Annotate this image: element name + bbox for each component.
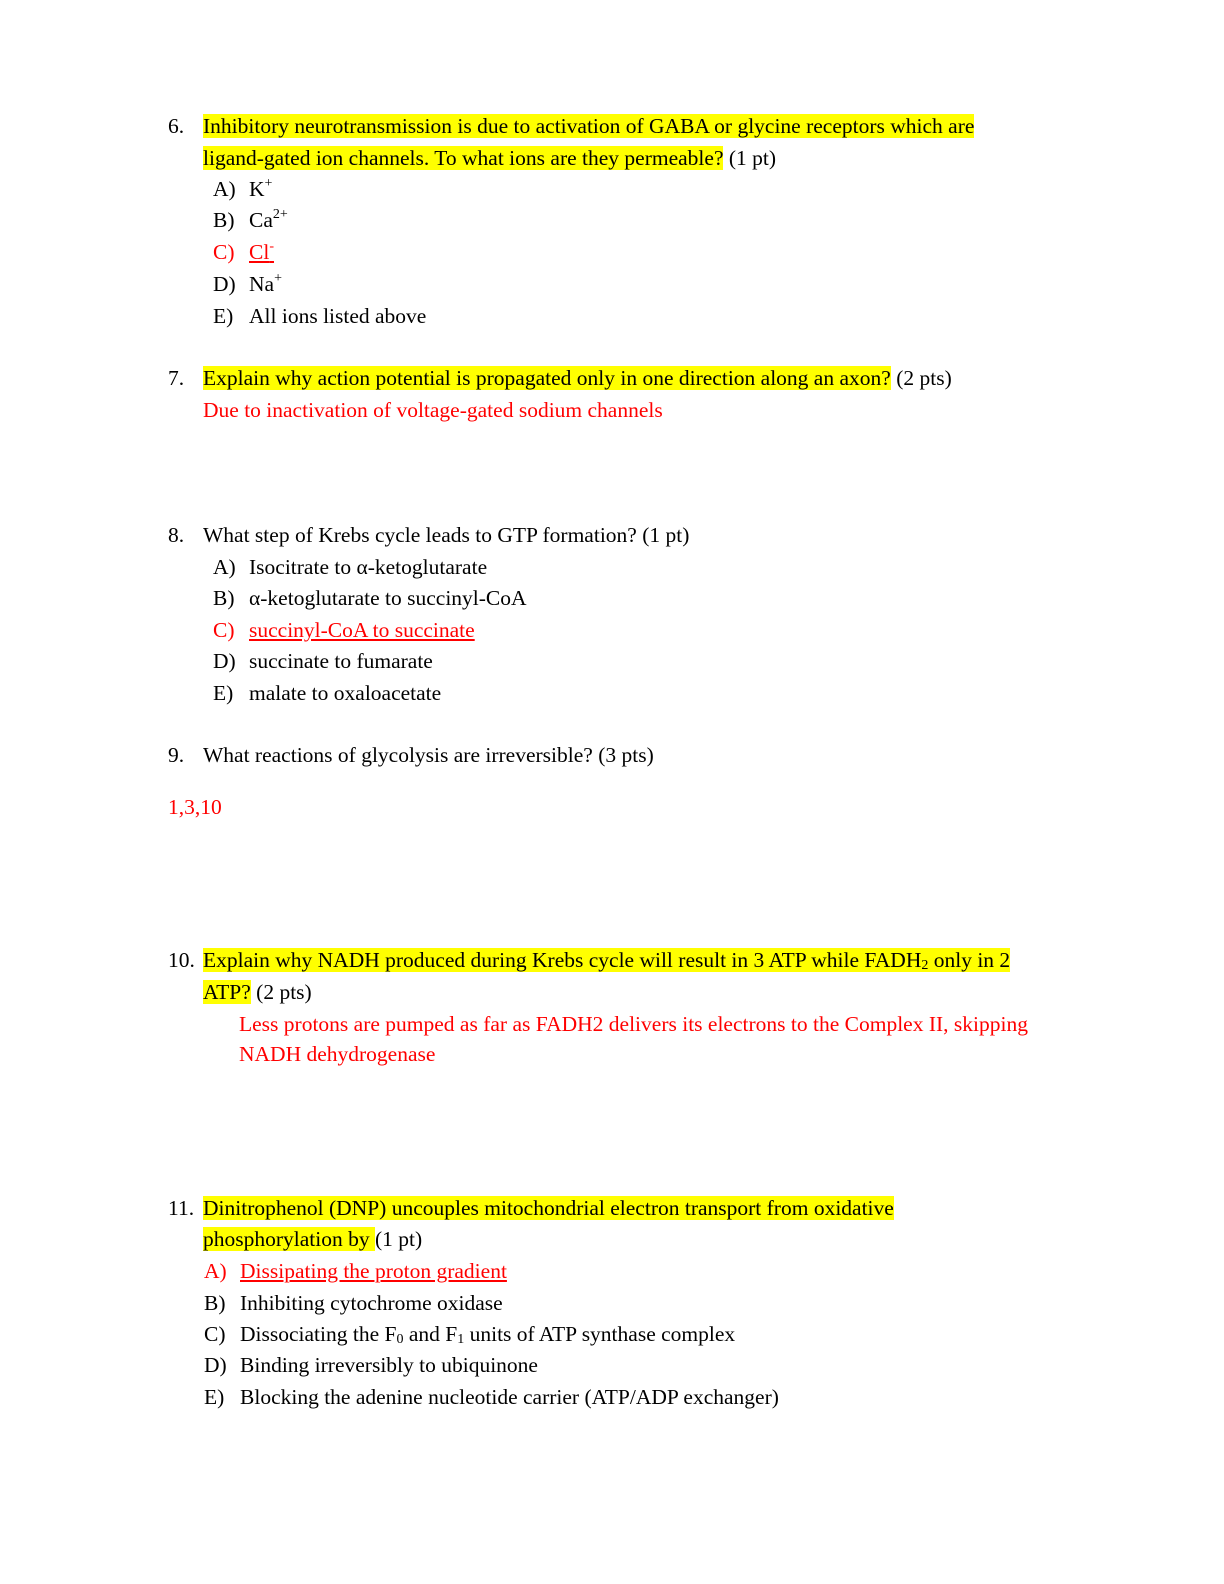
points: (1 pt): [375, 1227, 423, 1251]
option-e: E) All ions listed above: [213, 304, 427, 328]
question-text-line-2: ligand-gated ion channels. To what ions are they permeable? (1 pt): [203, 146, 777, 170]
option-a: A) Isocitrate to α-ketoglutarate: [213, 555, 488, 579]
option-b: B) $Ca^{2+}$: [213, 207, 288, 232]
option-b: B) α-ketoglutarate to succinyl-CoA: [213, 586, 527, 610]
option-d: D) Na+: [213, 271, 282, 296]
question-number: 7.: [168, 366, 185, 390]
points: (2 pts): [250, 980, 312, 1004]
answer-text: 1,3,10: [168, 795, 222, 819]
question-text-line-1: What step of Krebs cycle leads to GTP formation? (1 pt): [203, 523, 690, 547]
option-c-correct: C) Cl-: [213, 239, 274, 264]
option-d: D) Binding irreversibly to ubiquinone: [204, 1353, 538, 1377]
question-number: 6.: [168, 114, 185, 138]
question-text-line-2: phosphorylation by (1 pt): [203, 1227, 423, 1251]
points: (2 pts): [890, 366, 952, 390]
question-text-line-2: ATP? (2 pts): [203, 980, 312, 1004]
question-text-line-1: Explain why action potential is propagated only in one direction along an axon? (2 pts): [203, 366, 952, 390]
option-a-correct: A) Dissipating the proton gradient: [204, 1259, 507, 1283]
answer-text: Due to inactivation of voltage-gated sodium channels: [203, 398, 663, 422]
question-number: 9.: [168, 743, 185, 767]
option-e: E) malate to oxaloacetate: [213, 681, 442, 705]
option-d: D) succinate to fumarate: [213, 649, 433, 673]
question-text-line-1: Dinitrophenol (DNP) uncouples mitochondrial electron transport from oxidative: [203, 1196, 894, 1220]
option-a: A) K+: [213, 176, 273, 201]
answer-text-line-2: NADH dehydrogenase: [239, 1042, 436, 1066]
option-e: E) Blocking the adenine nucleotide carrier (ATP/ADP exchanger): [204, 1385, 779, 1409]
question-number: 11.: [168, 1196, 195, 1220]
question-text-line-1: Inhibitory neurotransmission is due to activation of GABA or glycine receptors which are: [203, 114, 975, 138]
option-b: B) Inhibiting cytochrome oxidase: [204, 1291, 503, 1315]
question-text-line-1: Explain why NADH produced during Krebs cycle will result in 3 ATP while $FADH_2$ only in 2: [203, 948, 1011, 973]
answer-text-line-1: Less protons are pumped as far as FADH2 delivers its electrons to the Complex II, skipping: [239, 1012, 1028, 1036]
question-number: 8.: [168, 523, 185, 547]
option-c-correct: C) succinyl-CoA to succinate: [213, 618, 475, 642]
question-text-line-1: What reactions of glycolysis are irreversible? (3 pts): [203, 743, 654, 767]
question-number: 10.: [168, 948, 195, 972]
option-c: C) Dissociating the $F_0$ and $F_1$ units of ATP synthase complex: [204, 1322, 736, 1347]
points: (1 pt): [723, 146, 777, 170]
